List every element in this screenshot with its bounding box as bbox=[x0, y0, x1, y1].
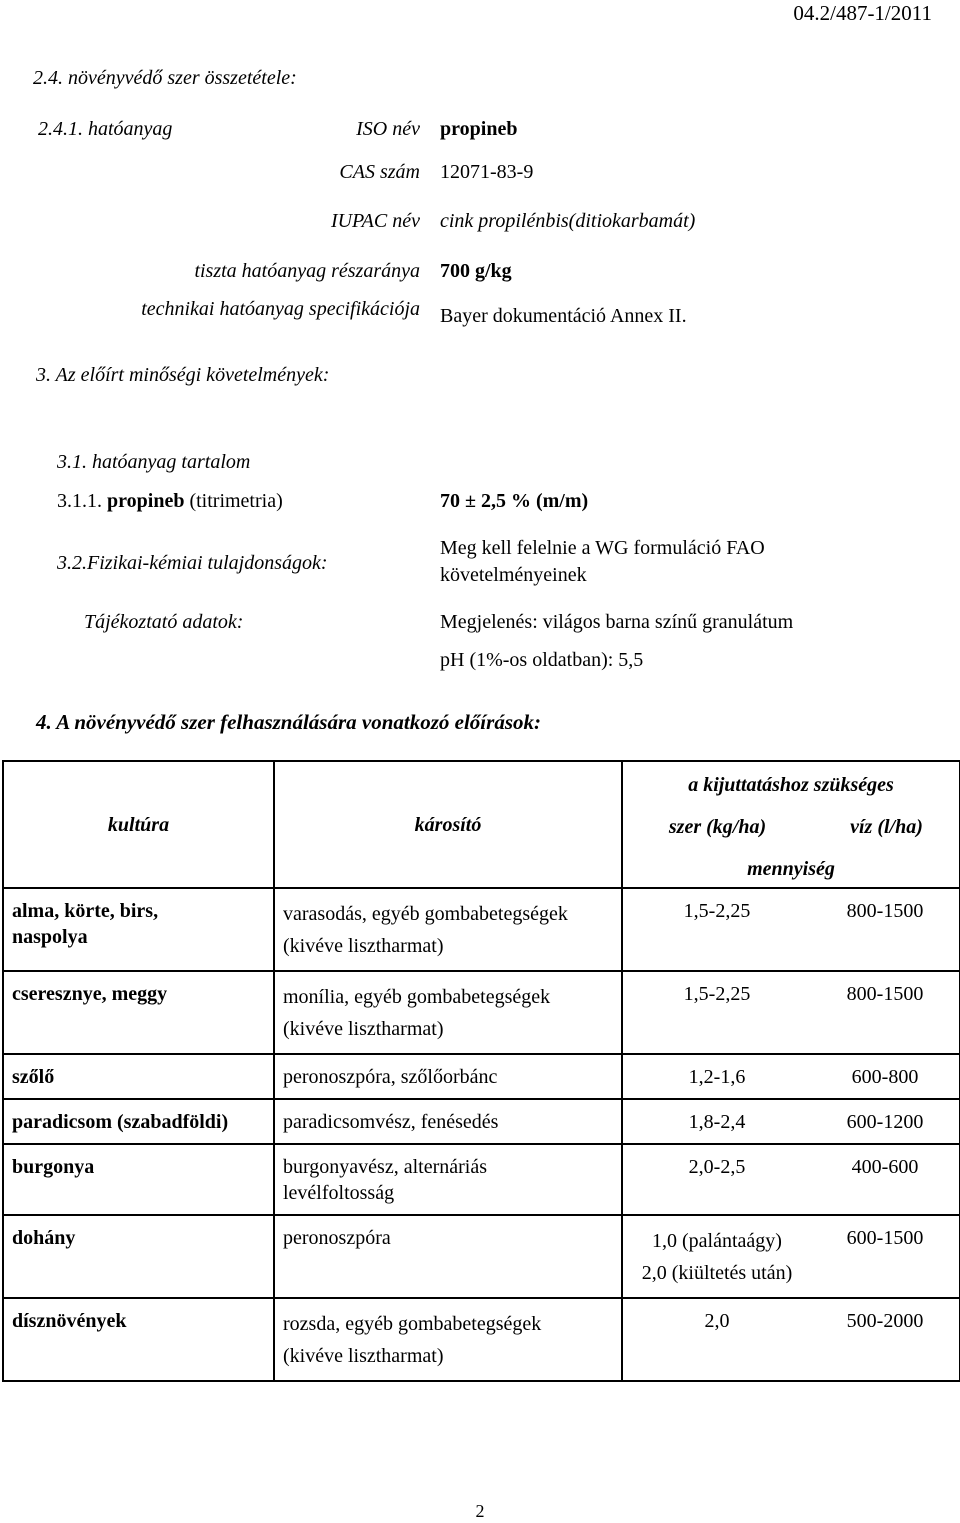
table-row bbox=[3, 1099, 960, 1144]
cell-water bbox=[811, 1144, 960, 1215]
section-3-2-value-line1: Meg kell felelnie a WG formuláció FAO bbox=[440, 537, 765, 559]
pest-line: paradicsomvész, fenésedés bbox=[283, 1111, 499, 1133]
appearance-text: Megjelenés: világos barna színű granulátum bbox=[440, 611, 794, 633]
pest-line: (kivéve lisztharmat) bbox=[283, 1018, 444, 1040]
cell-water bbox=[811, 1215, 960, 1298]
cell-pest bbox=[274, 1054, 622, 1099]
iupac-name-value: cink propilénbis(ditiokarbamát) bbox=[440, 210, 696, 232]
cell-pest bbox=[274, 1144, 622, 1215]
header-quantity-group bbox=[622, 761, 960, 888]
dose-line: 1,8-2,4 bbox=[688, 1111, 746, 1133]
cell-culture bbox=[3, 1144, 274, 1215]
cas-number-key: CAS szám bbox=[339, 161, 420, 183]
cell-dose bbox=[622, 971, 811, 1054]
table-row bbox=[3, 971, 960, 1054]
section-2-4-title: 2.4. növényvédő szer összetétele: bbox=[33, 67, 297, 89]
water-text: 800-1500 bbox=[846, 900, 924, 922]
table-row bbox=[3, 888, 960, 971]
pure-ai-ratio-value: 700 g/kg bbox=[440, 260, 512, 282]
pest-line: peronoszpóra bbox=[283, 1227, 391, 1249]
cell-dose bbox=[622, 1144, 811, 1215]
cell-water bbox=[811, 1298, 960, 1381]
pest-line: peronoszpóra, szőlőorbánc bbox=[283, 1066, 498, 1088]
culture-text: szőlő bbox=[12, 1066, 55, 1088]
cell-dose bbox=[622, 1099, 811, 1144]
cell-culture bbox=[3, 971, 274, 1054]
cell-culture bbox=[3, 1298, 274, 1381]
culture-text: dísznövények bbox=[12, 1310, 127, 1332]
cell-dose bbox=[622, 888, 811, 971]
table-row bbox=[3, 1215, 960, 1298]
cell-water bbox=[811, 1054, 960, 1099]
cell-dose bbox=[622, 1054, 811, 1099]
water-text: 600-1500 bbox=[846, 1227, 924, 1249]
section-3-title: 3. Az előírt minőségi követelmények: bbox=[36, 364, 330, 386]
cas-number-value: 12071-83-9 bbox=[440, 161, 534, 183]
technical-spec-key: technikai hatóanyag specifikációja bbox=[141, 298, 420, 320]
table-header-row bbox=[3, 761, 960, 888]
culture-text: alma, körte, birs, naspolya bbox=[12, 900, 159, 948]
ph-text: pH (1%-os oldatban): 5,5 bbox=[440, 649, 644, 671]
cell-culture bbox=[3, 1215, 274, 1298]
header-group-bottom: mennyiség bbox=[747, 858, 835, 880]
dose-line: 2,0-2,5 bbox=[688, 1156, 746, 1178]
pest-line: varasodás, egyéb gombabetegségek bbox=[283, 903, 568, 925]
section-3-1-1-line bbox=[57, 489, 283, 513]
pure-ai-ratio-key: tiszta hatóanyag részaránya bbox=[194, 260, 420, 282]
iso-name-value: propineb bbox=[440, 118, 518, 140]
cell-dose bbox=[622, 1298, 811, 1381]
table-row bbox=[3, 1298, 960, 1381]
culture-text: burgonya bbox=[12, 1156, 95, 1178]
cell-culture bbox=[3, 1099, 274, 1144]
cell-pest bbox=[274, 971, 622, 1054]
cell-water bbox=[811, 1099, 960, 1144]
dose-line: 1,2-1,6 bbox=[688, 1066, 746, 1088]
cell-culture bbox=[3, 888, 274, 971]
table-row bbox=[3, 1144, 960, 1215]
section-3-2-value-line2: követelményeinek bbox=[440, 564, 587, 586]
pest-line: burgonyavész, alternáriás levélfoltosság bbox=[283, 1156, 487, 1204]
dose-line: 1,0 (palántaágy) bbox=[652, 1230, 782, 1252]
header-water: víz (l/ha) bbox=[850, 816, 923, 838]
section-3-1-1-name: propineb bbox=[107, 490, 185, 512]
document-number: 04.2/487-1/2011 bbox=[793, 1, 932, 25]
pest-line: (kivéve lisztharmat) bbox=[283, 935, 444, 957]
cell-water bbox=[811, 971, 960, 1054]
section-3-1-1-num: 3.1.1. bbox=[57, 490, 102, 512]
section-3-1-title: 3.1. hatóanyag tartalom bbox=[57, 451, 251, 473]
water-text: 800-1500 bbox=[846, 983, 924, 1005]
cell-dose bbox=[622, 1215, 811, 1298]
culture-text: paradicsom (szabadföldi) bbox=[12, 1111, 229, 1133]
header-pest: károsító bbox=[274, 761, 622, 888]
cell-pest bbox=[274, 888, 622, 971]
water-text: 600-800 bbox=[851, 1066, 919, 1088]
section-2-4-1-label: 2.4.1. hatóanyag bbox=[38, 118, 173, 140]
table-row bbox=[3, 1054, 960, 1099]
header-culture: kultúra bbox=[3, 761, 274, 888]
water-text: 600-1200 bbox=[846, 1111, 924, 1133]
page-number: 2 bbox=[475, 1501, 485, 1521]
water-text: 400-600 bbox=[851, 1156, 919, 1178]
iso-name-key: ISO név bbox=[356, 118, 420, 140]
dose-line: 2,0 bbox=[704, 1310, 730, 1332]
usage-table bbox=[2, 760, 960, 1382]
pest-line: rozsda, egyéb gombabetegségek bbox=[283, 1313, 542, 1335]
culture-text: dohány bbox=[12, 1227, 76, 1249]
cell-pest bbox=[274, 1298, 622, 1381]
water-text: 500-2000 bbox=[846, 1310, 924, 1332]
dose-line: 1,5-2,25 bbox=[683, 983, 751, 1005]
header-dose: szer (kg/ha) bbox=[668, 816, 767, 838]
section-3-2-label: 3.2.Fizikai-kémiai tulajdonságok: bbox=[57, 552, 328, 574]
cell-pest bbox=[274, 1215, 622, 1298]
cell-pest bbox=[274, 1099, 622, 1144]
cell-culture bbox=[3, 1054, 274, 1099]
pest-line: monília, egyéb gombabetegségek bbox=[283, 986, 551, 1008]
iupac-name-key: IUPAC név bbox=[330, 210, 420, 232]
info-label: Tájékoztató adatok: bbox=[84, 611, 244, 633]
dose-line: 1,5-2,25 bbox=[683, 900, 751, 922]
section-3-1-1-method: (titrimetria) bbox=[189, 490, 283, 512]
technical-spec-value: Bayer dokumentáció Annex II. bbox=[440, 305, 687, 327]
culture-text: cseresznye, meggy bbox=[12, 983, 168, 1005]
section-4-title: 4. A növényvédő szer felhasználására vonatkozó előírások: bbox=[36, 710, 541, 734]
cell-water bbox=[811, 888, 960, 971]
section-3-1-1-value: 70 ± 2,5 % (m/m) bbox=[440, 490, 589, 512]
pest-line: (kivéve lisztharmat) bbox=[283, 1345, 444, 1367]
header-group-top: a kijuttatáshoz szükséges bbox=[688, 774, 894, 796]
dose-line: 2,0 (kiültetés után) bbox=[641, 1262, 793, 1284]
